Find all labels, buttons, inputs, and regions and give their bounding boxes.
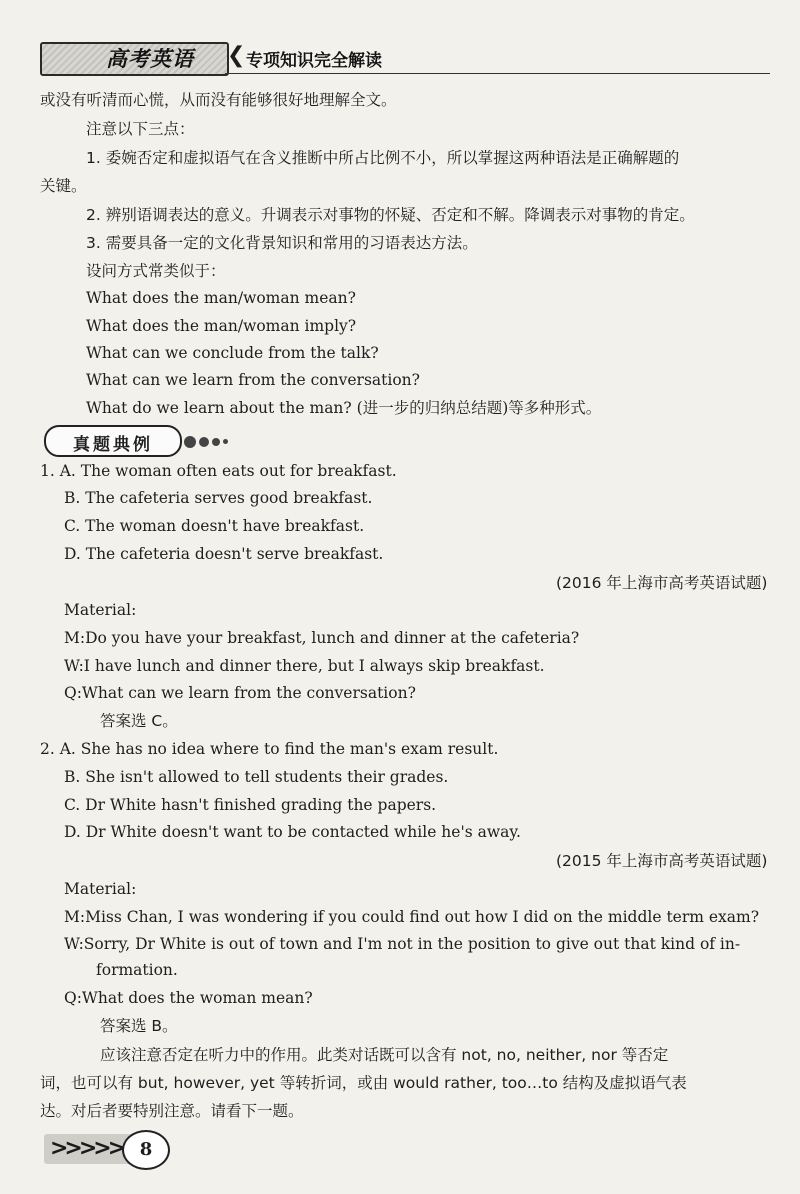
note-heading: 注意以下三点： — [86, 120, 195, 138]
question-forms-heading: 设问方式常类似于： — [86, 262, 226, 280]
q2-option-b: B. She isn't allowed to tell students their grades. — [64, 768, 449, 786]
header-title: 高考英语 — [106, 47, 194, 71]
q2-option-c: C. Dr White hasn't finished grading the papers. — [64, 796, 437, 814]
header-chevron-icon: ❮ — [227, 43, 246, 68]
q2-answer: 答案选 B。 — [100, 1017, 178, 1035]
section-title-badge — [44, 425, 182, 457]
q1-answer: 答案选 C。 — [100, 712, 178, 730]
question-form: What can we conclude from the talk? — [86, 344, 379, 362]
q2-material-label: Material: — [64, 880, 137, 898]
closing-line: 达。对后者要特别注意。请看下一题。 — [40, 1102, 304, 1120]
question-form: What can we learn from the conversation? — [86, 371, 420, 389]
q2-dialogue-line: Q:What does the woman mean? — [64, 989, 313, 1007]
question-form: What does the man/woman mean? — [86, 289, 356, 307]
question-form: What does the man/woman imply? — [86, 317, 357, 335]
section-title: 真题典例 — [73, 435, 153, 455]
q1-option-a: 1. A. The woman often eats out for breakfast. — [40, 462, 397, 480]
q1-dialogue-line: W:I have lunch and dinner there, but I always skip breakfast. — [64, 657, 545, 675]
decorative-dots-icon — [184, 431, 231, 450]
header-subtitle: 专项知识完全解读 — [246, 51, 382, 71]
q1-dialogue-line: Q:What can we learn from the conversation? — [64, 684, 416, 702]
q2-dialogue-line: M:Miss Chan, I was wondering if you could find out how I did on the middle term exam? — [64, 908, 760, 926]
q1-option-d: D. The cafeteria doesn't serve breakfast. — [64, 545, 384, 563]
q1-material-label: Material: — [64, 601, 137, 619]
q1-option-c: C. The woman doesn't have breakfast. — [64, 517, 365, 535]
page-header — [40, 40, 770, 76]
point-3: 3. 需要具备一定的文化背景知识和常用的习语表达方法。 — [86, 234, 478, 252]
q1-dialogue-line: M:Do you have your breakfast, lunch and dinner at the cafeteria? — [64, 629, 580, 647]
page-number: 8 — [122, 1130, 170, 1170]
header-rule — [225, 73, 770, 74]
question-form: What do we learn about the man? (进一步的归纳总结题)等多种形式。 — [86, 399, 602, 417]
closing-line: 应该注意否定在听力中的作用。此类对话既可以含有 not, no, neither, nor 等否定 — [100, 1046, 669, 1064]
point-1-cont: 关键。 — [40, 177, 87, 195]
q1-option-b: B. The cafeteria serves good breakfast. — [64, 489, 373, 507]
q2-option-a: 2. A. She has no idea where to find the man's exam result. — [40, 740, 499, 758]
point-2: 2. 辨别语调表达的意义。升调表示对事物的怀疑、否定和不解。降调表示对事物的肯定。 — [86, 206, 695, 224]
q2-dialogue-line: W:Sorry, Dr White is out of town and I'm not in the position to give out that kind of in- — [64, 935, 741, 953]
q2-option-d: D. Dr White doesn't want to be contacted while he's away. — [64, 823, 521, 841]
intro-line: 或没有听清而心慌，从而没有能够很好地理解全文。 — [40, 91, 397, 109]
q1-source: (2016 年上海市高考英语试题) — [556, 574, 768, 592]
q2-source: (2015 年上海市高考英语试题) — [556, 852, 768, 870]
closing-line: 词，也可以有 but, however, yet 等转折词，或由 would rather, too…to 结构及虚拟语气表 — [40, 1074, 687, 1092]
point-1: 1. 委婉否定和虚拟语气在含义推断中所占比例不小，所以掌握这两种语法是正确解题的 — [86, 149, 680, 167]
q2-dialogue-line: formation. — [96, 961, 178, 979]
footer-arrows-icon: >>>>> — [44, 1134, 134, 1164]
